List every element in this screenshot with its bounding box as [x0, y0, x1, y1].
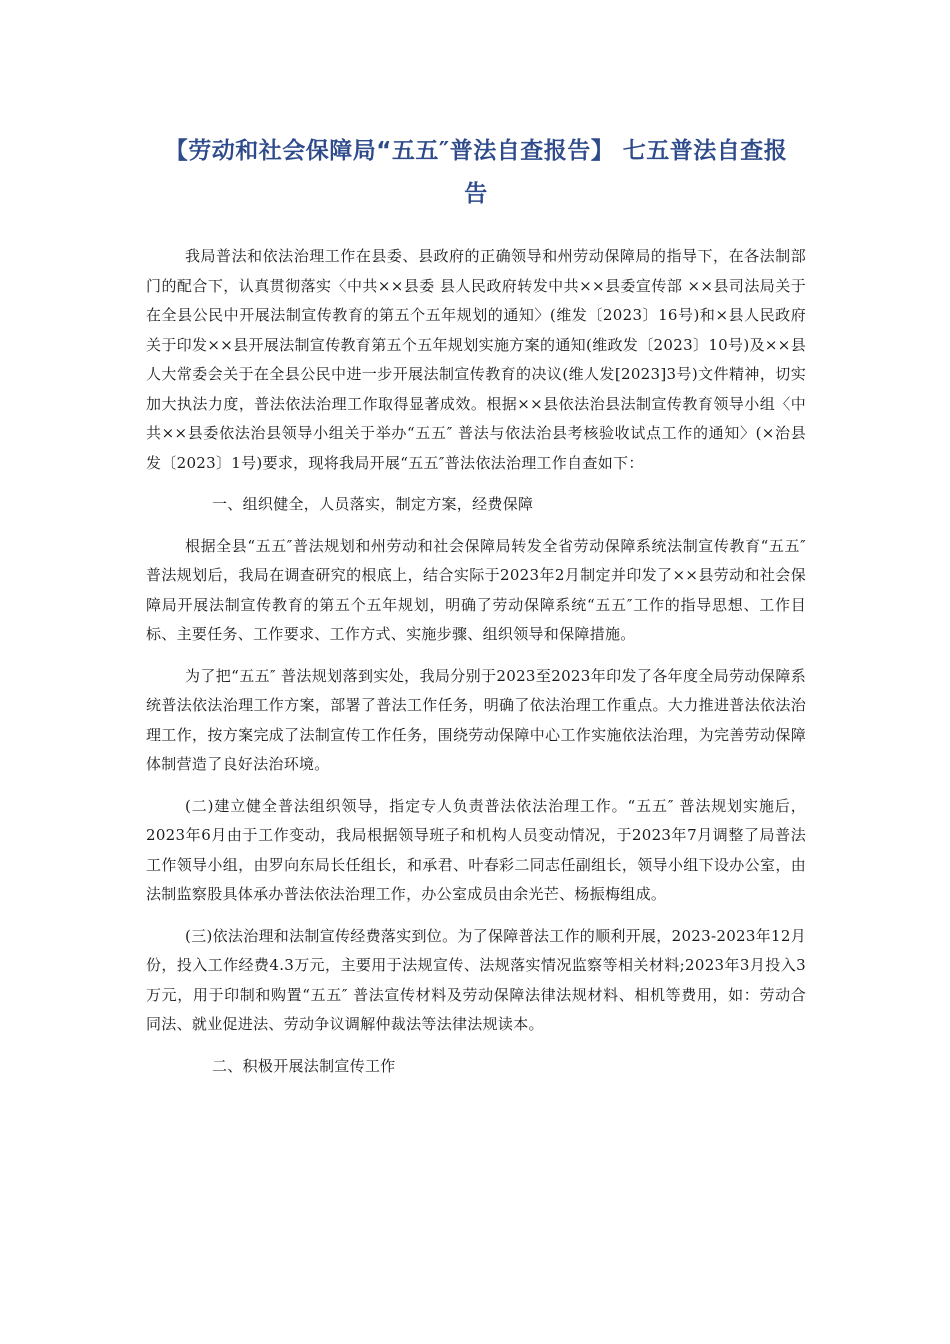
body-paragraph: 根据全县“五五″普法规划和州劳动和社会保障局转发全省劳动保障系统法制宣传教育“五五″普法规划后，我局在调查研究的根底上，结合实际于2023年2月制定并印发了××县劳动和社会保障局开展法制宣传教育的第五个五年规划，明确了劳动保障系统“五五″工作的指导思想、工作目标、主要任务、工作要求、工作方式、实施步骤、组织领导和保障措施。 — [146, 536, 806, 643]
document-page — [146, 130, 806, 1081]
body-paragraph: 为了把“五五″ 普法规划落到实处，我局分别于2023至2023年印发了各年度全局劳动保障系统普法依法治理工作方案，部署了普法工作任务，明确了依法治理工作重点。大力推进普法依法治理工作，按方案完成了法制宣传工作任务，围绕劳动保障中心工作实施依法治理，为完善劳动保障体制营造了良好法治环境。 — [146, 666, 806, 773]
title-line-1: 【劳动和社会保障局“五五″普法自查报告】 七五普法自查报 — [164, 138, 788, 164]
section-heading-2: 二、积极开展法制宣传工作 — [212, 1056, 396, 1075]
intro-paragraph: 我局普法和依法治理工作在县委、县政府的正确领导和州劳动保障局的指导下，在各法制部门的配合下，认真贯彻落实〈中共××县委 县人民政府转发中共××县委宣传部 ××县司法局关于在全县公民中开展法制宣传教育的第五个五年规划的通知〉(维发〔2023〕16号)和×县人民政府关于印发××县开展法制宣传教育第五个五年规划实施方案的通知(维政发〔2023〕10号)及××县人大常委会关于在全县公民中进一步开展法制宣传教育的决议(维人发[2023]3号)文件精神，切实加大执法力度，普法依法治理工作取得显著成效。根据××县依法治县法制宣传教育领导小组〈中共××县委依法治县领导小组关于举办“五五″ 普法与依法治县考核验收试点工作的通知〉(×治县发〔2023〕1号)要求，现将我局开展“五五″普法依法治理工作自查如下： — [146, 247, 806, 472]
body-paragraph: (三)依法治理和法制宣传经费落实到位。为了保障普法工作的顺利开展，2023-2023年12月份，投入工作经费4.3万元，主要用于法规宣传、法规落实情况监察等相关材料;2023年3月投入3万元，用于印制和购置“五五″ 普法宣传材料及劳动保障法律法规材料、相机等费用，如：劳动合同法、就业促进法、劳动争议调解仲裁法等法律法规读本。 — [146, 926, 807, 1033]
body-paragraph: (二)建立健全普法组织领导，指定专人负责普法依法治理工作。“五五″ 普法规划实施后，2023年6月由于工作变动，我局根据领导班子和机构人员变动情况，于2023年7月调整了局普法工作领导小组，由罗向东局长任组长，和承君、叶春彩二同志任副组长，领导小组下设办公室，由法制监察股具体承办普法依法治理工作，办公室成员由余光芒、杨振梅组成。 — [146, 796, 806, 903]
document-body — [146, 242, 806, 1081]
section-heading-1: 一、组织健全，人员落实，制定方案，经费保障 — [212, 495, 534, 513]
title-line-2: 告 — [464, 181, 488, 207]
document-title — [146, 130, 806, 216]
